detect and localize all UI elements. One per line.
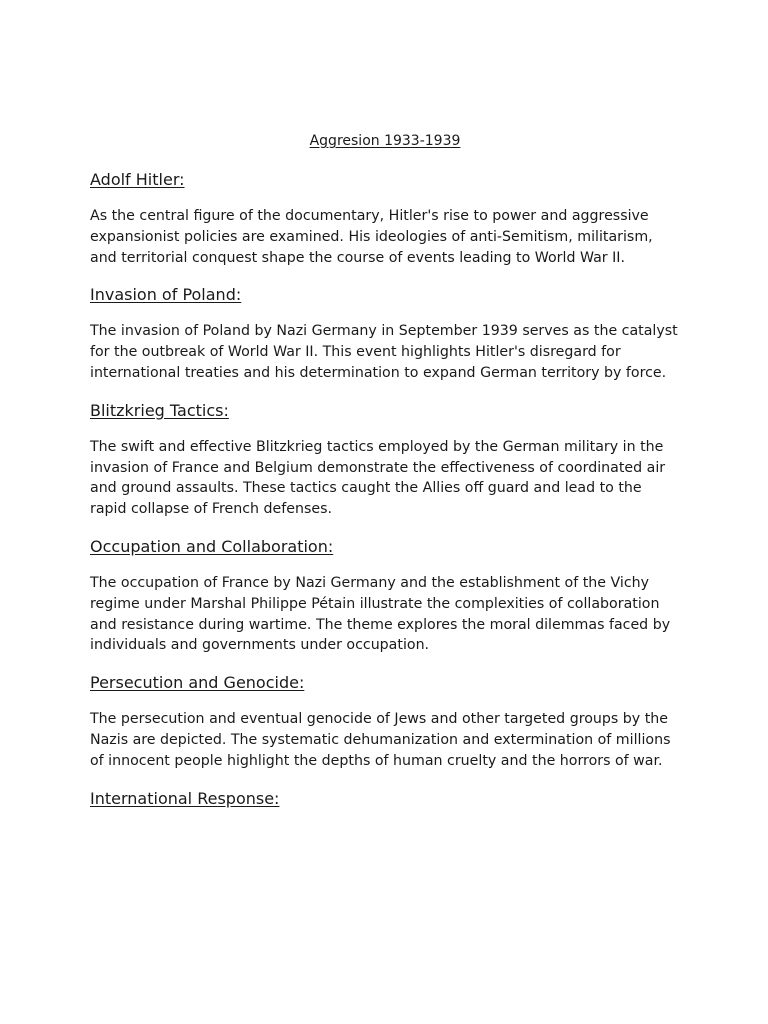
section-adolf-hitler <box>90 169 680 268</box>
section-body: The swift and effective Blitzkrieg tactics employed by the German military in the invasion of France and Belgium demonstrate the effectiveness of coordinated air and ground assaults. These tactics caught the Allies off guard and lead to the rapid collapse of French defenses. <box>90 438 666 518</box>
document-page <box>90 131 680 825</box>
section-occupation-and-collaboration <box>90 536 680 656</box>
section-heading: Blitzkrieg Tactics: <box>90 400 229 420</box>
section-heading: Occupation and Collaboration: <box>90 536 334 556</box>
section-international-response <box>90 788 680 810</box>
document-title: Aggresion 1933-1939 <box>309 133 461 149</box>
section-body: The invasion of Poland by Nazi Germany in September 1939 serves as the catalyst for the outbreak of World War II. This event highlights Hitler's disregard for international treaties and his determination to expand German territory by force. <box>90 323 678 381</box>
section-heading: Adolf Hitler: <box>90 170 185 189</box>
section-persecution-and-genocide <box>90 672 680 771</box>
section-heading: International Response: <box>90 788 280 808</box>
section-body: The persecution and eventual genocide of Jews and other targeted groups by the Nazis are depicted. The systematic dehumanization and extermination of millions of innocent people highlight the depths of human cruelty and the horrors of war. <box>90 711 671 769</box>
section-blitzkrieg-tactics <box>90 400 680 520</box>
section-heading: Persecution and Genocide: <box>90 673 305 693</box>
section-body: As the central figure of the documentary, Hitler's rise to power and aggressive expansionist policies are examined. His ideologies of anti-Semitism, militarism, and territorial conquest shape the course of events leading to World War II. <box>90 208 653 266</box>
section-invasion-of-poland <box>90 284 680 383</box>
section-heading: Invasion of Poland: <box>90 285 242 305</box>
section-body: The occupation of France by Nazi Germany and the establishment of the Vichy regime under Marshal Philippe Pétain illustrate the complexities of collaboration and resistance during wartime. The theme explores the moral dilemmas faced by individuals and governments under occupation. <box>90 574 671 654</box>
